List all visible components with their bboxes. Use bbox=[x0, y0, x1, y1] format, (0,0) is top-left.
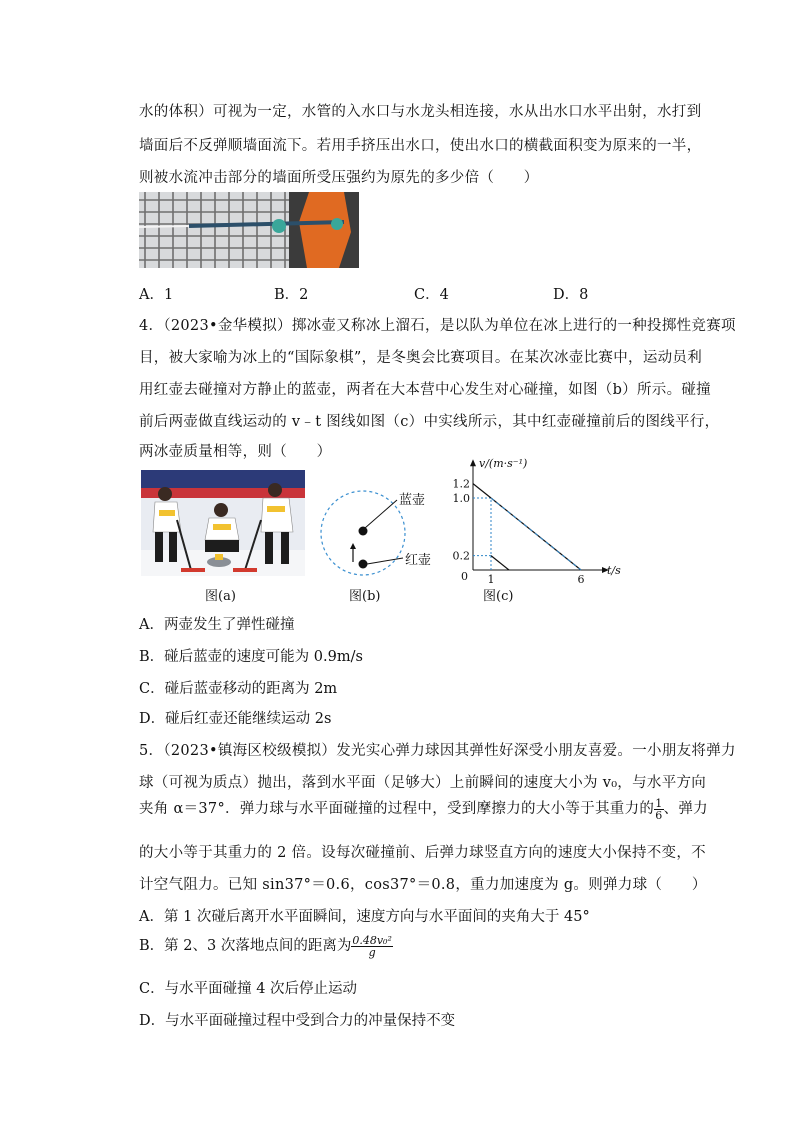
fig-b-red-label: 红壶 bbox=[405, 553, 432, 568]
q3-line-2: 墙面后不反弹顺墙面流下。若用手挤压出水口，使出水口的横截面积变为原来的一半， bbox=[139, 138, 702, 154]
q4-line-1: 4．（2023•金华模拟）掷冰壶又称冰上溜石，是以队为单位在冰上进行的一种投掷性竞赛项 bbox=[139, 318, 736, 334]
q5-line-5: 计空气阻力。已知 sin37°＝0.6，cos37°＝0.8，重力加速度为 g。则弹力球（ ） bbox=[139, 877, 707, 893]
q5-line-3-a: 夹角 α＝37°．弹力球与水平面碰撞的过程中，受到摩擦力的大小等于其重力的 bbox=[139, 801, 655, 817]
fig-b-caption: 图(b) bbox=[349, 589, 381, 604]
red-stone-leader bbox=[367, 558, 403, 564]
q4-line-3: 用红壶去碰撞对方静止的蓝壶，两者在大本营中心发生对心碰撞，如图（b）所示。碰撞 bbox=[139, 382, 711, 398]
q5-option-d: D．与水平面碰撞过程中受到合力的冲量保持不变 bbox=[139, 1013, 456, 1029]
q3-option-b: B．2 bbox=[274, 287, 309, 303]
fraction-numerator: 1 bbox=[655, 796, 663, 810]
fig-a-caption: 图(a) bbox=[205, 589, 236, 604]
fig-b-svg bbox=[317, 478, 447, 588]
y-tick-label-1: 1.0 bbox=[452, 492, 470, 505]
q3-option-a: A．1 bbox=[139, 287, 174, 303]
fraction-numerator: 0.48v₀² bbox=[352, 933, 392, 947]
q3-option-d: D．8 bbox=[553, 287, 589, 303]
q4-option-b: B．碰后蓝壶的速度可能为 0.9m/s bbox=[139, 649, 363, 665]
y-tick-label-0: 0.2 bbox=[452, 549, 470, 563]
q5-line-4: 的大小等于其重力的 2 倍。设每次碰撞前、后弹力球竖直方向的速度大小保持不变，不 bbox=[139, 845, 706, 861]
q3-line-1: 水的体积）可视为一定，水管的入水口与水龙头相连接，水从出水口水平出射，水打到 bbox=[139, 104, 702, 120]
q5-option-b-fraction bbox=[351, 935, 393, 958]
q4-line-2: 目，被大家喻为冰上的“国际象棋”，是冬奥会比赛项目。在某次冰壶比赛中，运动员利 bbox=[139, 350, 703, 366]
y-tick-label-2: 1.2 bbox=[452, 477, 470, 491]
q5-line-2: 球（可视为质点）抛出，落到水平面（足够大）上前瞬间的速度大小为 v₀，与水平方向 bbox=[139, 775, 707, 791]
x-axis-label: t/s bbox=[607, 564, 621, 577]
origin-label: 0 bbox=[461, 570, 468, 583]
series-line-0 bbox=[473, 484, 491, 498]
motion-arrow-head bbox=[350, 543, 356, 549]
q4-option-a: A．两壶发生了弹性碰撞 bbox=[139, 617, 295, 633]
fig-a-curling-photo bbox=[141, 470, 305, 576]
x-tick-label-1: 6 bbox=[577, 573, 585, 586]
series-line-2 bbox=[491, 556, 509, 570]
x-tick-label-0: 1 bbox=[487, 573, 495, 586]
q5-line-1: 5．（2023•镇海区校级模拟）发光实心弹力球因其弹性好深受小朋友喜爱。一小朋友将弹力 bbox=[139, 743, 736, 759]
vt-chart-svg bbox=[445, 457, 625, 586]
y-axis-label: v/(m·s⁻¹) bbox=[479, 457, 528, 471]
q4-line-5: 两冰壶质量相等，则（ ） bbox=[139, 444, 332, 460]
q3-line-3: 则被水流冲击部分的墙面所受压强约为原先的多少倍（ ） bbox=[139, 170, 539, 186]
blue-stone bbox=[359, 527, 368, 536]
curling-illustration bbox=[141, 470, 305, 576]
q5-option-c: C．与水平面碰撞 4 次后停止运动 bbox=[139, 981, 358, 997]
q4-option-d: D．碰后红壶还能继续运动 2s bbox=[139, 711, 332, 727]
q5-line-3-b: 、弹力 bbox=[663, 801, 708, 817]
q4-option-c: C．碰后蓝壶移动的距离为 2m bbox=[139, 681, 338, 697]
q3-photo-hose bbox=[139, 192, 359, 268]
fig-b-diagram bbox=[317, 478, 447, 588]
q4-line-4: 前后两壶做直线运动的 v﹣t 图线如图（c）中实线所示，其中红壶碰撞前后的图线平行， bbox=[139, 414, 720, 430]
q5-line-3 bbox=[139, 797, 708, 821]
q3-option-c: C．4 bbox=[414, 287, 449, 303]
q5-fraction-one-sixth bbox=[654, 798, 663, 821]
fig-b-blue-label: 蓝壶 bbox=[399, 493, 426, 508]
y-axis-arrow bbox=[470, 459, 476, 466]
fraction-denominator: g bbox=[368, 945, 376, 959]
hose-wall-illustration bbox=[139, 192, 359, 268]
q5-option-b-prefix: B．第 2、3 次落地点间的距离为 bbox=[139, 938, 352, 954]
fig-c-caption: 图(c) bbox=[483, 589, 514, 604]
fig-c-chart bbox=[445, 457, 625, 586]
red-stone bbox=[359, 560, 368, 569]
fraction-denominator: 6 bbox=[655, 808, 663, 822]
q5-option-a: A．第 1 次碰后离开水平面瞬间，速度方向与水平面间的夹角大于 45° bbox=[139, 909, 590, 925]
blue-stone-leader bbox=[365, 500, 397, 528]
q5-option-b bbox=[139, 934, 393, 958]
